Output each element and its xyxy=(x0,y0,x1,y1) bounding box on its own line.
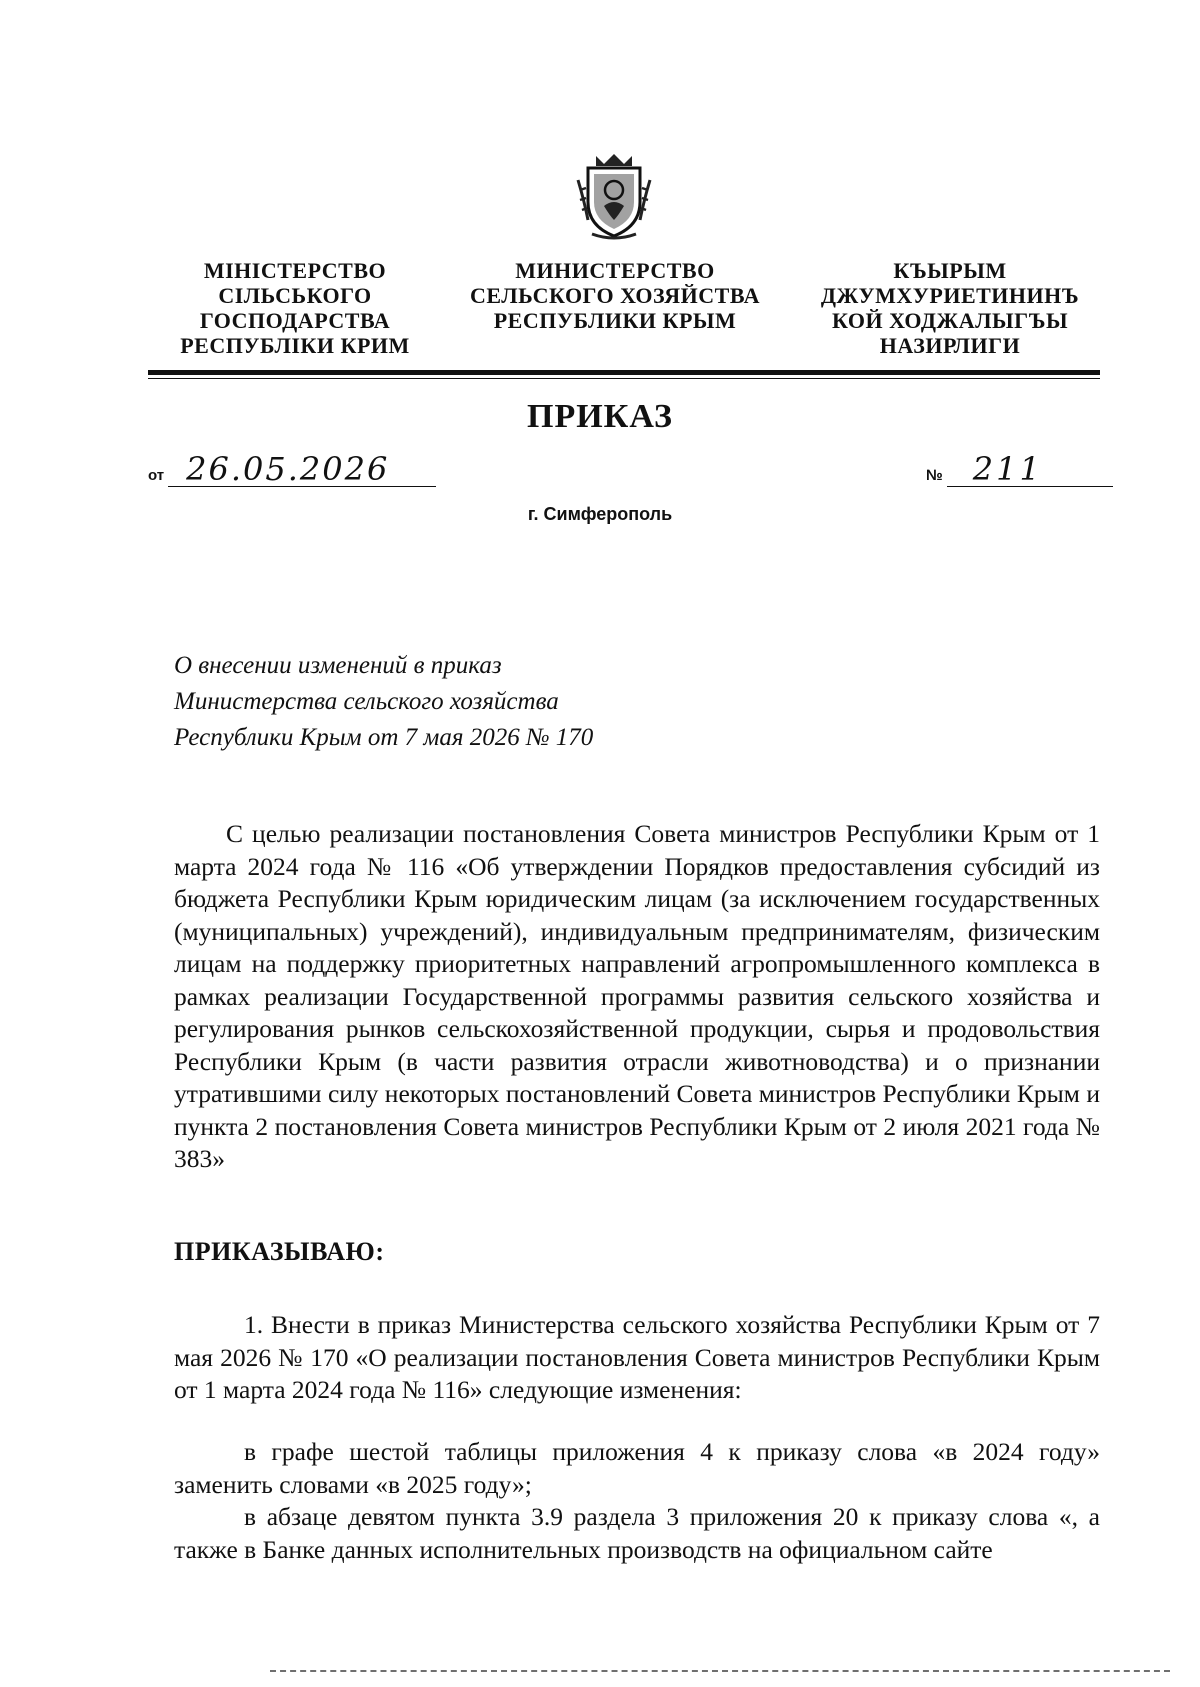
header-line: МІНІСТЕРСТВО xyxy=(203,258,387,283)
header-line: СІЛЬСЬКОГО xyxy=(218,283,372,308)
order-directive: ПРИКАЗЫВАЮ: xyxy=(174,1237,385,1266)
number-field xyxy=(926,452,1113,487)
header-line: ДЖУМХУРИЕТИНИНЪ xyxy=(820,283,1080,308)
header-line: МИНИСТЕРСТВО xyxy=(515,258,715,283)
order-subject xyxy=(174,648,593,756)
item-paragraph: в графе шестой таблицы приложения 4 к приказу слова «в 2024 году» заменить словами «в 2025 году»; xyxy=(174,1437,1100,1499)
item-paragraph: в абзаце девятом пункта 3.9 раздела 3 приложения 20 к приказу слова «, а также в Банке данных исполнительных производств на официальном сайте xyxy=(174,1502,1100,1564)
preamble-paragraph: С целью реализации постановления Совета министров Республики Крым от 1 марта 2024 года № 116 «Об утверждении Порядков предоставления субсидий из бюджета Республики Крым юридическим лицам (за исключением государственных (муниципальных) учреждений), индивидуальным предпринимателям, физическим лицам на поддержку приоритетных направлений агропромышленного комплекса в рамках реализации Государственной программы развития сельского хозяйства и регулирования рынков сельскохозяйственной продукции, сырья и продовольствия Республики Крым (в части развития отрасли животноводства) и о признании утратившими силу некоторых постановлений Совета министров Республики Крым и пункта 2 постановления Совета министров Республики Крым от 2 июля 2021 года № 383» xyxy=(174,819,1100,1173)
header-divider-thin xyxy=(148,378,1100,379)
date-field xyxy=(148,452,436,487)
header-line: КОЙ ХОДЖАЛЫГЪЫ xyxy=(831,308,1069,333)
subject-line: Министерства сельского хозяйства xyxy=(174,688,559,715)
item-paragraph: 1. Внести в приказ Министерства сельского хозяйства Республики Крым от 7 мая 2026 № 170 «О реализации постановления Совета министров Республики Крым от 1 марта 2024 года № 116» следующие изменения: xyxy=(174,1310,1100,1404)
date-prefix: от xyxy=(148,467,165,484)
header-crimean-tatar xyxy=(800,258,1100,358)
header-russian xyxy=(455,258,775,333)
header-line: РЕСПУБЛІКИ КРИМ xyxy=(180,333,410,358)
page-bottom-edge xyxy=(270,1670,1170,1674)
header-line: СЕЛЬСКОГО ХОЗЯЙСТВА xyxy=(469,283,761,308)
subject-line: Республики Крым от 7 мая 2026 № 170 xyxy=(174,724,594,751)
subject-line: О внесении изменений в приказ xyxy=(174,652,502,679)
header-line: НАЗИРЛИГИ xyxy=(879,333,1021,358)
document-title: ПРИКАЗ xyxy=(527,398,673,435)
number-prefix: № xyxy=(926,467,943,484)
header-line: РЕСПУБЛИКИ КРЫМ xyxy=(493,308,737,333)
number-handwritten: 211 xyxy=(947,452,1113,487)
header-line: ГОСПОДАРСТВА xyxy=(199,308,391,333)
header-ukrainian xyxy=(170,258,420,358)
header-divider-thick xyxy=(148,370,1100,375)
header-line: КЪЫРЫМ xyxy=(893,258,1007,283)
city-label: г. Симферополь xyxy=(527,504,673,524)
date-handwritten: 26.05.2026 xyxy=(168,452,436,487)
crimea-coat-of-arms-icon xyxy=(574,150,654,240)
